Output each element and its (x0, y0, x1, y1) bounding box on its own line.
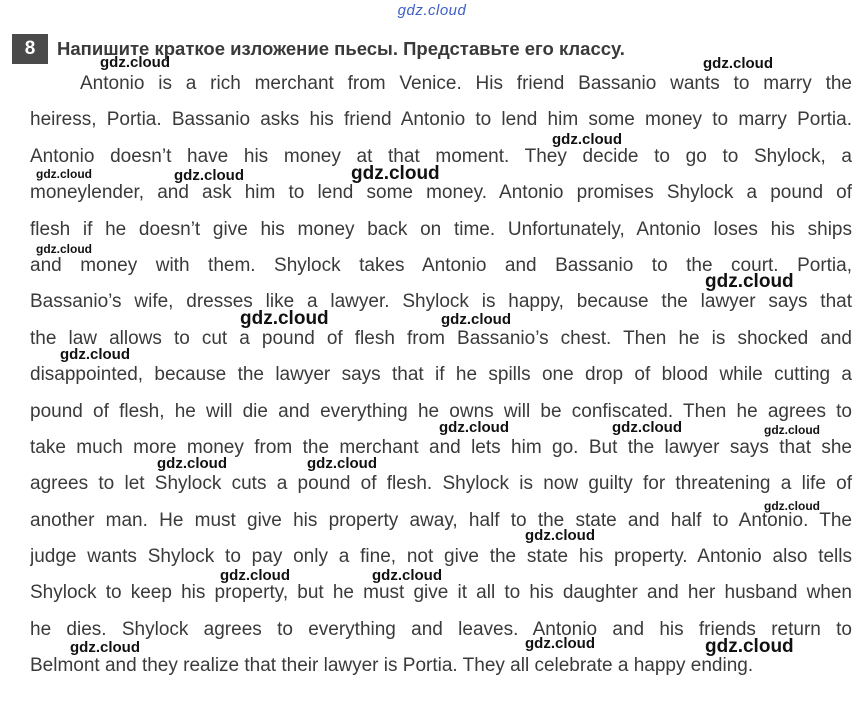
text-line: the law allows to cut a pound of flesh from Bassanio’s chest. Then he is shocked and (30, 327, 852, 349)
watermark: gdz.cloud (351, 163, 440, 184)
watermark: gdz.cloud (441, 311, 511, 328)
watermark: gdz.cloud (525, 635, 595, 652)
text-line: heiress, Portia. Bassanio asks his friend Antonio to lend him some money to marry Portia. (30, 109, 852, 131)
watermark: gdz.cloud (100, 54, 170, 71)
text-line: Antonio is a rich merchant from Venice. His friend Bassanio wants to marry the (80, 73, 852, 94)
text-line: flesh if he doesn’t give his money back on time. Unfortunately, Antonio loses his ships (30, 218, 852, 240)
watermark: gdz.cloud (36, 167, 92, 181)
watermark: gdz.cloud (552, 131, 622, 148)
text-line: Belmont and they realize that their lawyer is Portia. They all celebrate a happy ending. (30, 655, 754, 677)
watermark: gdz.cloud (439, 419, 509, 436)
text-line: he dies. Shylock agrees to everything and leaves. Antonio and his friends return to (30, 618, 852, 640)
watermark: gdz.cloud (703, 55, 773, 72)
watermark: gdz.cloud (307, 455, 377, 472)
text-line: Bassanio’s wife, dresses like a lawyer. Shylock is happy, because the lawyer says that (30, 291, 852, 313)
watermark: gdz.cloud (60, 346, 130, 363)
task-number-badge: 8 (12, 34, 48, 64)
text-line: judge wants Shylock to pay only a fine, not give the state his property. Antonio also tells (30, 546, 852, 568)
text-line: disappointed, because the lawyer says that if he spills one drop of blood while cutting a (30, 364, 852, 386)
watermark: gdz.cloud (705, 271, 794, 292)
text-line: take much more money from the merchant and lets him go. But the lawyer says that she (30, 436, 852, 458)
text-line: another man. He must give his property away, half to the state and half to Antonio. The (30, 509, 852, 531)
text-line: Antonio doesn’t have his money at that moment. They decide to go to Shylock, a (30, 145, 852, 167)
summary-text (30, 66, 852, 685)
watermark: gdz.cloud (157, 455, 227, 472)
watermark: gdz.cloud (372, 567, 442, 584)
site-watermark-header: gdz.cloud (397, 2, 467, 19)
text-line: and money with them. Shylock takes Antonio and Bassanio to the court. Portia, (30, 254, 852, 276)
text-line: Shylock to keep his property, but he must give it all to his daughter and her husband when (30, 582, 852, 604)
watermark: gdz.cloud (36, 242, 92, 256)
watermark: gdz.cloud (525, 527, 595, 544)
watermark: gdz.cloud (612, 419, 682, 436)
task-title: Напишите краткое изложение пьесы. Представьте его классу. (57, 38, 625, 59)
watermark: gdz.cloud (764, 499, 820, 513)
text-line: agrees to let Shylock cuts a pound of flesh. Shylock is now guilty for threatening a life of (30, 473, 852, 495)
watermark: gdz.cloud (240, 308, 329, 329)
watermark: gdz.cloud (705, 636, 794, 657)
text-line: moneylender, and ask him to lend some money. Antonio promises Shylock a pound of (30, 182, 852, 204)
watermark: gdz.cloud (70, 639, 140, 656)
watermark: gdz.cloud (220, 567, 290, 584)
watermark: gdz.cloud (764, 423, 820, 437)
text-line: pound of flesh, he will die and everything he owns will be confiscated. Then he agrees to (30, 400, 852, 422)
watermark: gdz.cloud (174, 167, 244, 184)
